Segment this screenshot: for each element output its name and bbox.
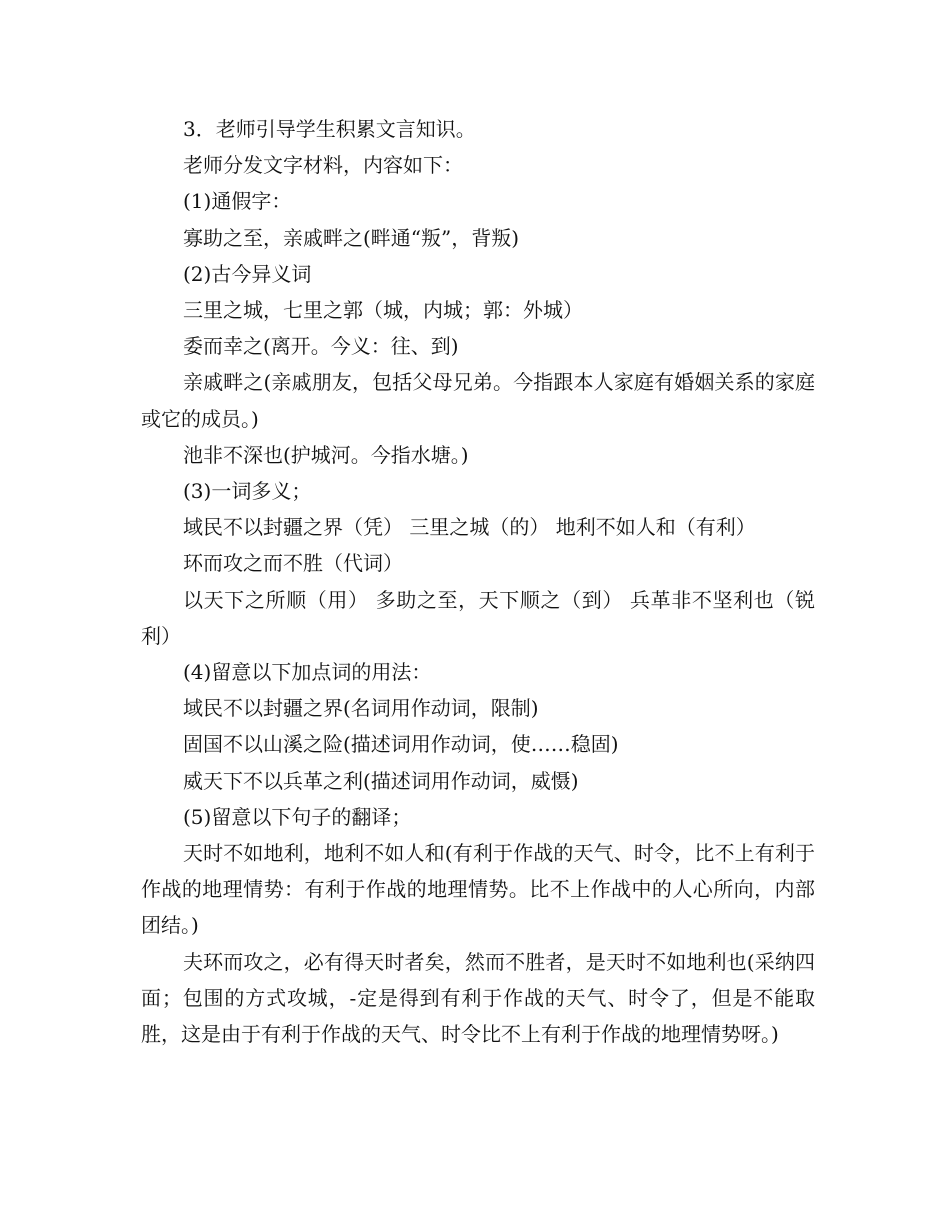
paragraph-intro: 老师分发文字材料，内容如下： bbox=[183, 153, 463, 178]
paragraph-fanyi-2: 夫环而攻之，必有得天时者矣，然而不胜者，是天时不如地利也(采纳四面；包围的方式攻城，-定是得到有利于作战的天气、时令了，但是不能取胜，这是由于有利于作战的天气、时令比不上有利于作战的地理情势呀。) bbox=[141, 949, 815, 1047]
section-heading-fanyi: (5)留意以下句子的翻译； bbox=[183, 804, 412, 829]
paragraph-yongfa-1: 域民不以封疆之界(名词用作动词，限制) bbox=[183, 696, 539, 721]
paragraph-yiciduoyi-3: 以天下之所顺（用） 多助之至，天下顺之（到） 兵革非不坚利也（锐利） bbox=[141, 587, 815, 648]
section-heading-tongjiazi: (1)通假字： bbox=[183, 189, 292, 214]
paragraph-yiciduoyi-1: 域民不以封疆之界（凭） 三里之城（的） 地利不如人和（有利） bbox=[183, 515, 756, 540]
paragraph-yiciduoyi-2: 环而攻之而不胜（代词） bbox=[183, 551, 403, 576]
document-body bbox=[141, 111, 815, 1052]
paragraph-gujinyiyi-3: 亲戚畔之(亲戚朋友，包括父母兄弟。今指跟本人家庭有婚姻关系的家庭或它的成员。) bbox=[141, 370, 815, 431]
paragraph-yongfa-2: 固国不以山溪之险(描述词用作动词，使……稳固) bbox=[183, 732, 619, 757]
section-heading-gujinyiyi: (2)古今异义词 bbox=[183, 261, 312, 286]
paragraph-tongjiazi-example: 寡助之至，亲戚畔之(畔通“叛”，背叛) bbox=[183, 225, 520, 250]
section-heading-yongfa: (4)留意以下加点词的用法： bbox=[183, 660, 432, 685]
section-heading-yiciduoyi: (3)一词多义； bbox=[183, 479, 312, 504]
paragraph-gujinyiyi-1: 三里之城，七里之郭（城，内城；郭：外城） bbox=[183, 298, 583, 323]
paragraph-gujinyiyi-2: 委而幸之(离开。今义：往、到) bbox=[183, 334, 459, 359]
paragraph-fanyi-1: 天时不如地利，地利不如人和(有利于作战的天气、时令，比不上有利于作战的地理情势：有利于作战的地理情势。比不上作战中的人心所向，内部团结。) bbox=[141, 841, 815, 938]
paragraph-gujinyiyi-4: 池非不深也(护城河。今指水塘。) bbox=[183, 442, 469, 467]
paragraph-heading-3: 3．老师引导学生积累文言知识。 bbox=[183, 117, 476, 141]
paragraph-yongfa-3: 威天下不以兵革之利(描述词用作动词，威慑) bbox=[183, 768, 579, 793]
